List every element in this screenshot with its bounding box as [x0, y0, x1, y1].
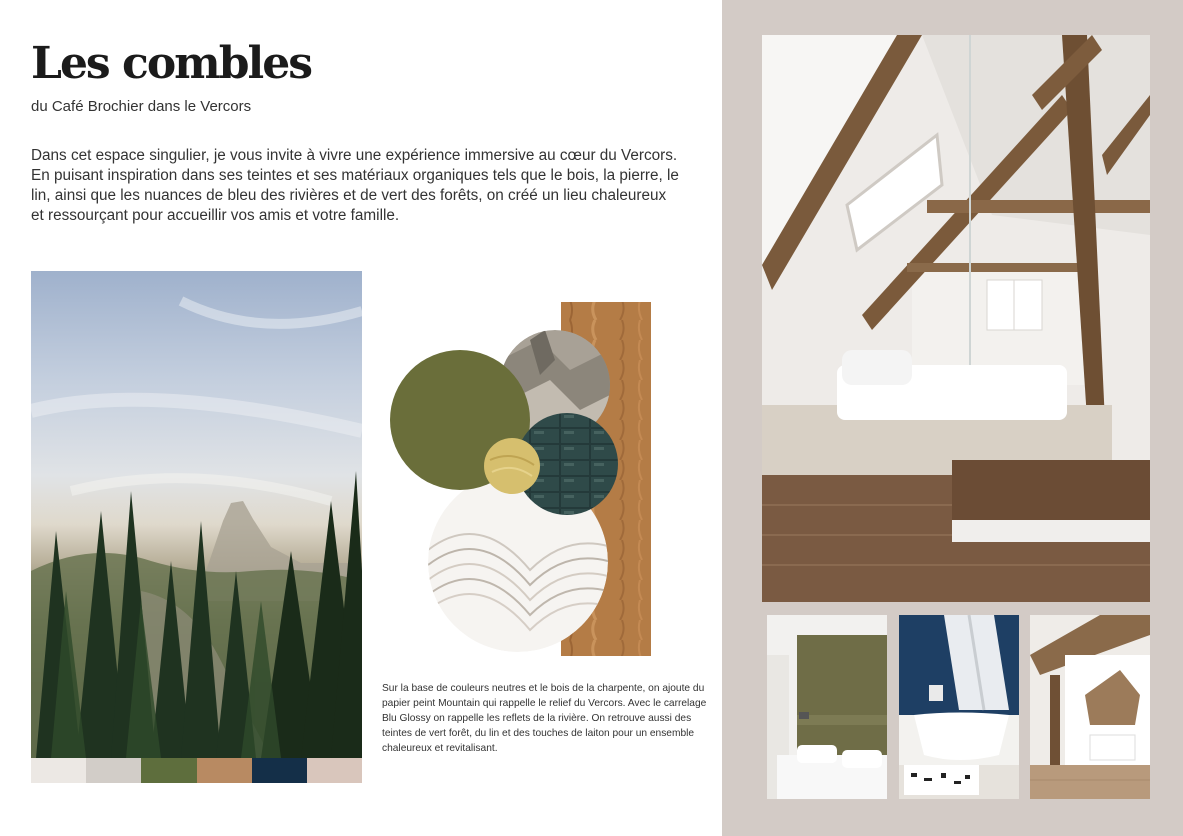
palette-swatch	[252, 758, 307, 783]
palette-swatch	[31, 758, 86, 783]
palette-swatch	[307, 758, 362, 783]
palette-swatch	[141, 758, 196, 783]
attic-doorway-photo	[1030, 615, 1150, 799]
palette-swatch	[197, 758, 252, 783]
color-palette	[31, 758, 362, 783]
intro-paragraph: Dans cet espace singulier, je vous invite à vivre une expérience immersive au cœur du Vercors. En puisant inspiration dans ses teintes et ses matériaux organiques tels que le bois, la pierre, le lin, ainsi que les nuances de bleu des rivières et de vert des forêts, on créé un lieu chaleureux et ressourçant pour accueillir vos amis et votre famille.	[31, 147, 679, 224]
blue-bathroom-photo	[899, 615, 1019, 799]
brass-sample	[484, 438, 540, 494]
page-subtitle: du Café Brochier dans le Vercors	[31, 98, 252, 115]
moodboard-caption: Sur la base de couleurs neutres et le bois de la charpente, on ajoute du papier peint Mountain qui rappelle le relief du Vercors. Avec le carrelage Blu Glossy on rappelle les reflets de la rivière. On retrouve aussi des teintes de vert forêt, du lin et des touches de laiton pour un ensemble chaleureux et revitalisant.	[382, 683, 707, 754]
material-moodboard	[380, 300, 660, 660]
green-bedroom-photo	[767, 615, 887, 799]
vercors-mountain-photo	[31, 271, 362, 758]
palette-swatch	[86, 758, 141, 783]
page-title: Les combles	[31, 38, 311, 89]
attic-bedroom-photo	[762, 35, 1150, 602]
